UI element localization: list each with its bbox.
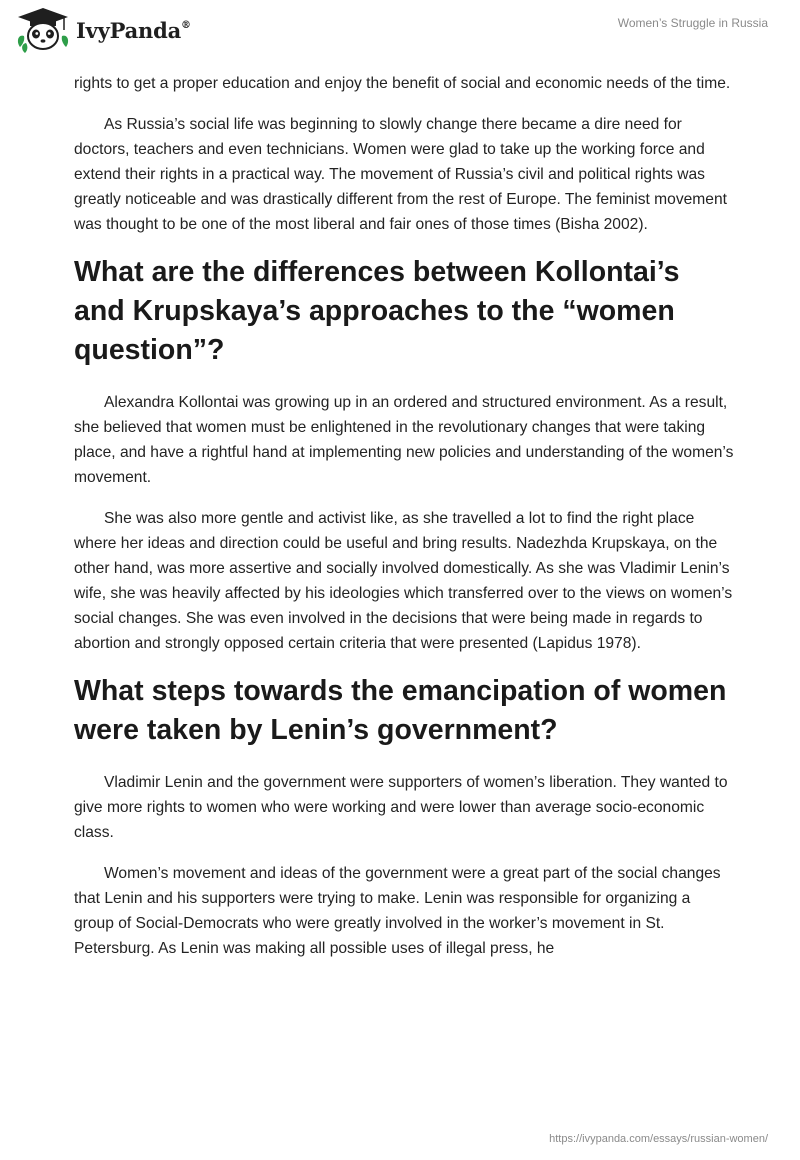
paragraph: Women’s movement and ideas of the government were a great part of the social changes that Lenin and his supporters were trying to make. Lenin was responsible for organizing a group of Social-Democrats who were greatly involved in the worker’s movement in St. Petersburg. As Lenin was making all possible uses of illegal press, he (74, 865, 721, 957)
paragraph: Vladimir Lenin and the government were supporters of women’s liberation. They wanted to give more rights to women who were working and were lower than average socio-economic class. (74, 774, 728, 841)
paragraph: Alexandra Kollontai was growing up in an ordered and structured environment. As a result, she believed that women must be enlightened in the revolutionary changes that were taking place, and have a rightful hand at implementing new policies and understanding of the women’s movement. (74, 394, 734, 486)
source-url[interactable]: https://ivypanda.com/essays/russian-women/ (549, 1133, 768, 1145)
brand-name: IvyPanda® (76, 17, 191, 43)
paragraph: She was also more gentle and activist like, as she travelled a lot to find the right place where her ideas and direction could be useful and bring results. Nadezhda Krupskaya, on the other hand, was more assertive and socially involved domestically. As she was Vladimir Lenin’s wife, she was heavily affected by his ideologies which transferred over to the views on women’s social changes. She was even involved in the decisions that were being made in regards to abortion and strongly opposed certain criteria that were presented (Lapidus 1978). (74, 510, 733, 652)
section-heading: What are the differences between Kollontai’s and Krupskaya’s approaches to the “women question”? (74, 256, 680, 366)
page-header (0, 0, 800, 60)
essay-body (74, 71, 734, 977)
document-title: Women’s Struggle in Russia (617, 16, 768, 30)
panda-graduation-cap-icon (14, 6, 72, 54)
paragraph: As Russia’s social life was beginning to slowly change there became a dire need for doctors, teachers and even technicians. Women were glad to take up the working force and extend their rights in a practical way. The movement of Russia’s civil and political rights was greatly noticeable and was drastically different from the rest of Europe. The feminist movement was thought to be one of the most liberal and fair ones of those times (Bisha 2002). (74, 116, 727, 233)
ivypanda-logo[interactable] (14, 6, 191, 54)
paragraph: rights to get a proper education and enjoy the benefit of social and economic needs of the time. (74, 75, 731, 92)
section-heading: What steps towards the emancipation of women were taken by Lenin’s government? (74, 675, 727, 746)
